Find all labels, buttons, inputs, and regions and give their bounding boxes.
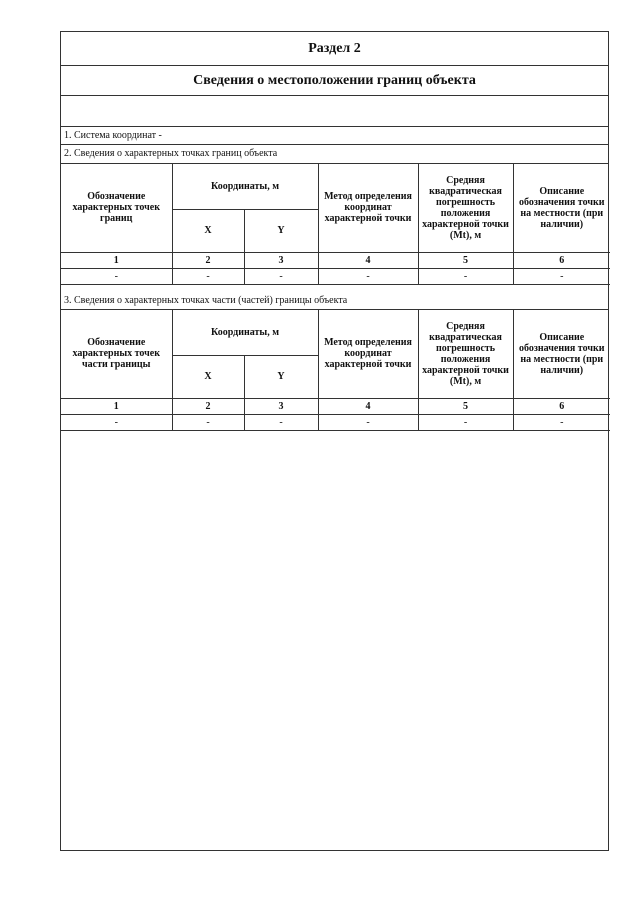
section-label bbox=[61, 32, 608, 66]
header-x: X bbox=[172, 209, 244, 252]
table-row bbox=[61, 268, 610, 284]
header-description: Описание обозначения точки на местности (при наличии) bbox=[513, 310, 610, 398]
blank-row bbox=[61, 96, 608, 127]
header-method: Метод определения координат характерной точки bbox=[318, 164, 418, 252]
table-cell: - bbox=[244, 268, 318, 284]
table-cell: - bbox=[418, 268, 513, 284]
column-number: 4 bbox=[318, 252, 418, 268]
table-part-boundary-points bbox=[61, 310, 610, 431]
column-number: 1 bbox=[61, 252, 172, 268]
table-cell: - bbox=[513, 414, 610, 430]
table1-caption: 2. Сведения о характерных точках границ объекта bbox=[61, 145, 608, 164]
table-cell: - bbox=[513, 268, 610, 284]
column-number: 1 bbox=[61, 398, 172, 414]
header-error: Средняя квадратическая погрешность положения характерной точки (Mt), м bbox=[418, 310, 513, 398]
column-number-row bbox=[61, 252, 610, 268]
section-title-text: Сведения о местоположении границ объекта bbox=[193, 72, 476, 88]
table-cell: - bbox=[61, 268, 172, 284]
header-y: Y bbox=[244, 355, 318, 398]
document-page bbox=[60, 31, 609, 851]
header-designation: Обозначение характерных точек части границы bbox=[61, 310, 172, 398]
column-number: 3 bbox=[244, 252, 318, 268]
header-error: Средняя квадратическая погрешность положения характерной точки (Mt), м bbox=[418, 164, 513, 252]
column-number: 6 bbox=[513, 398, 610, 414]
section-title bbox=[61, 66, 608, 96]
column-number: 5 bbox=[418, 398, 513, 414]
coordinate-system-line: 1. Система координат - bbox=[61, 127, 608, 145]
column-number: 2 bbox=[172, 252, 244, 268]
table-cell: - bbox=[418, 414, 513, 430]
table-cell: - bbox=[244, 414, 318, 430]
column-number: 2 bbox=[172, 398, 244, 414]
column-number: 6 bbox=[513, 252, 610, 268]
table-cell: - bbox=[318, 414, 418, 430]
header-designation: Обозначение характерных точек границ bbox=[61, 164, 172, 252]
table-cell: - bbox=[61, 414, 172, 430]
column-number: 3 bbox=[244, 398, 318, 414]
table-cell: - bbox=[172, 268, 244, 284]
table2-caption: 3. Сведения о характерных точках части (частей) границы объекта bbox=[61, 292, 608, 310]
header-coordinates: Координаты, м bbox=[172, 164, 318, 209]
header-y: Y bbox=[244, 209, 318, 252]
section-label-text: Раздел 2 bbox=[308, 40, 361, 56]
column-number: 4 bbox=[318, 398, 418, 414]
column-number-row bbox=[61, 398, 610, 414]
table-boundary-points bbox=[61, 164, 610, 285]
table-row bbox=[61, 414, 610, 430]
column-number: 5 bbox=[418, 252, 513, 268]
table-cell: - bbox=[172, 414, 244, 430]
header-description: Описание обозначения точки на местности (при наличии) bbox=[513, 164, 610, 252]
header-coordinates: Координаты, м bbox=[172, 310, 318, 355]
header-method: Метод определения координат характерной точки bbox=[318, 310, 418, 398]
header-x: X bbox=[172, 355, 244, 398]
table-cell: - bbox=[318, 268, 418, 284]
